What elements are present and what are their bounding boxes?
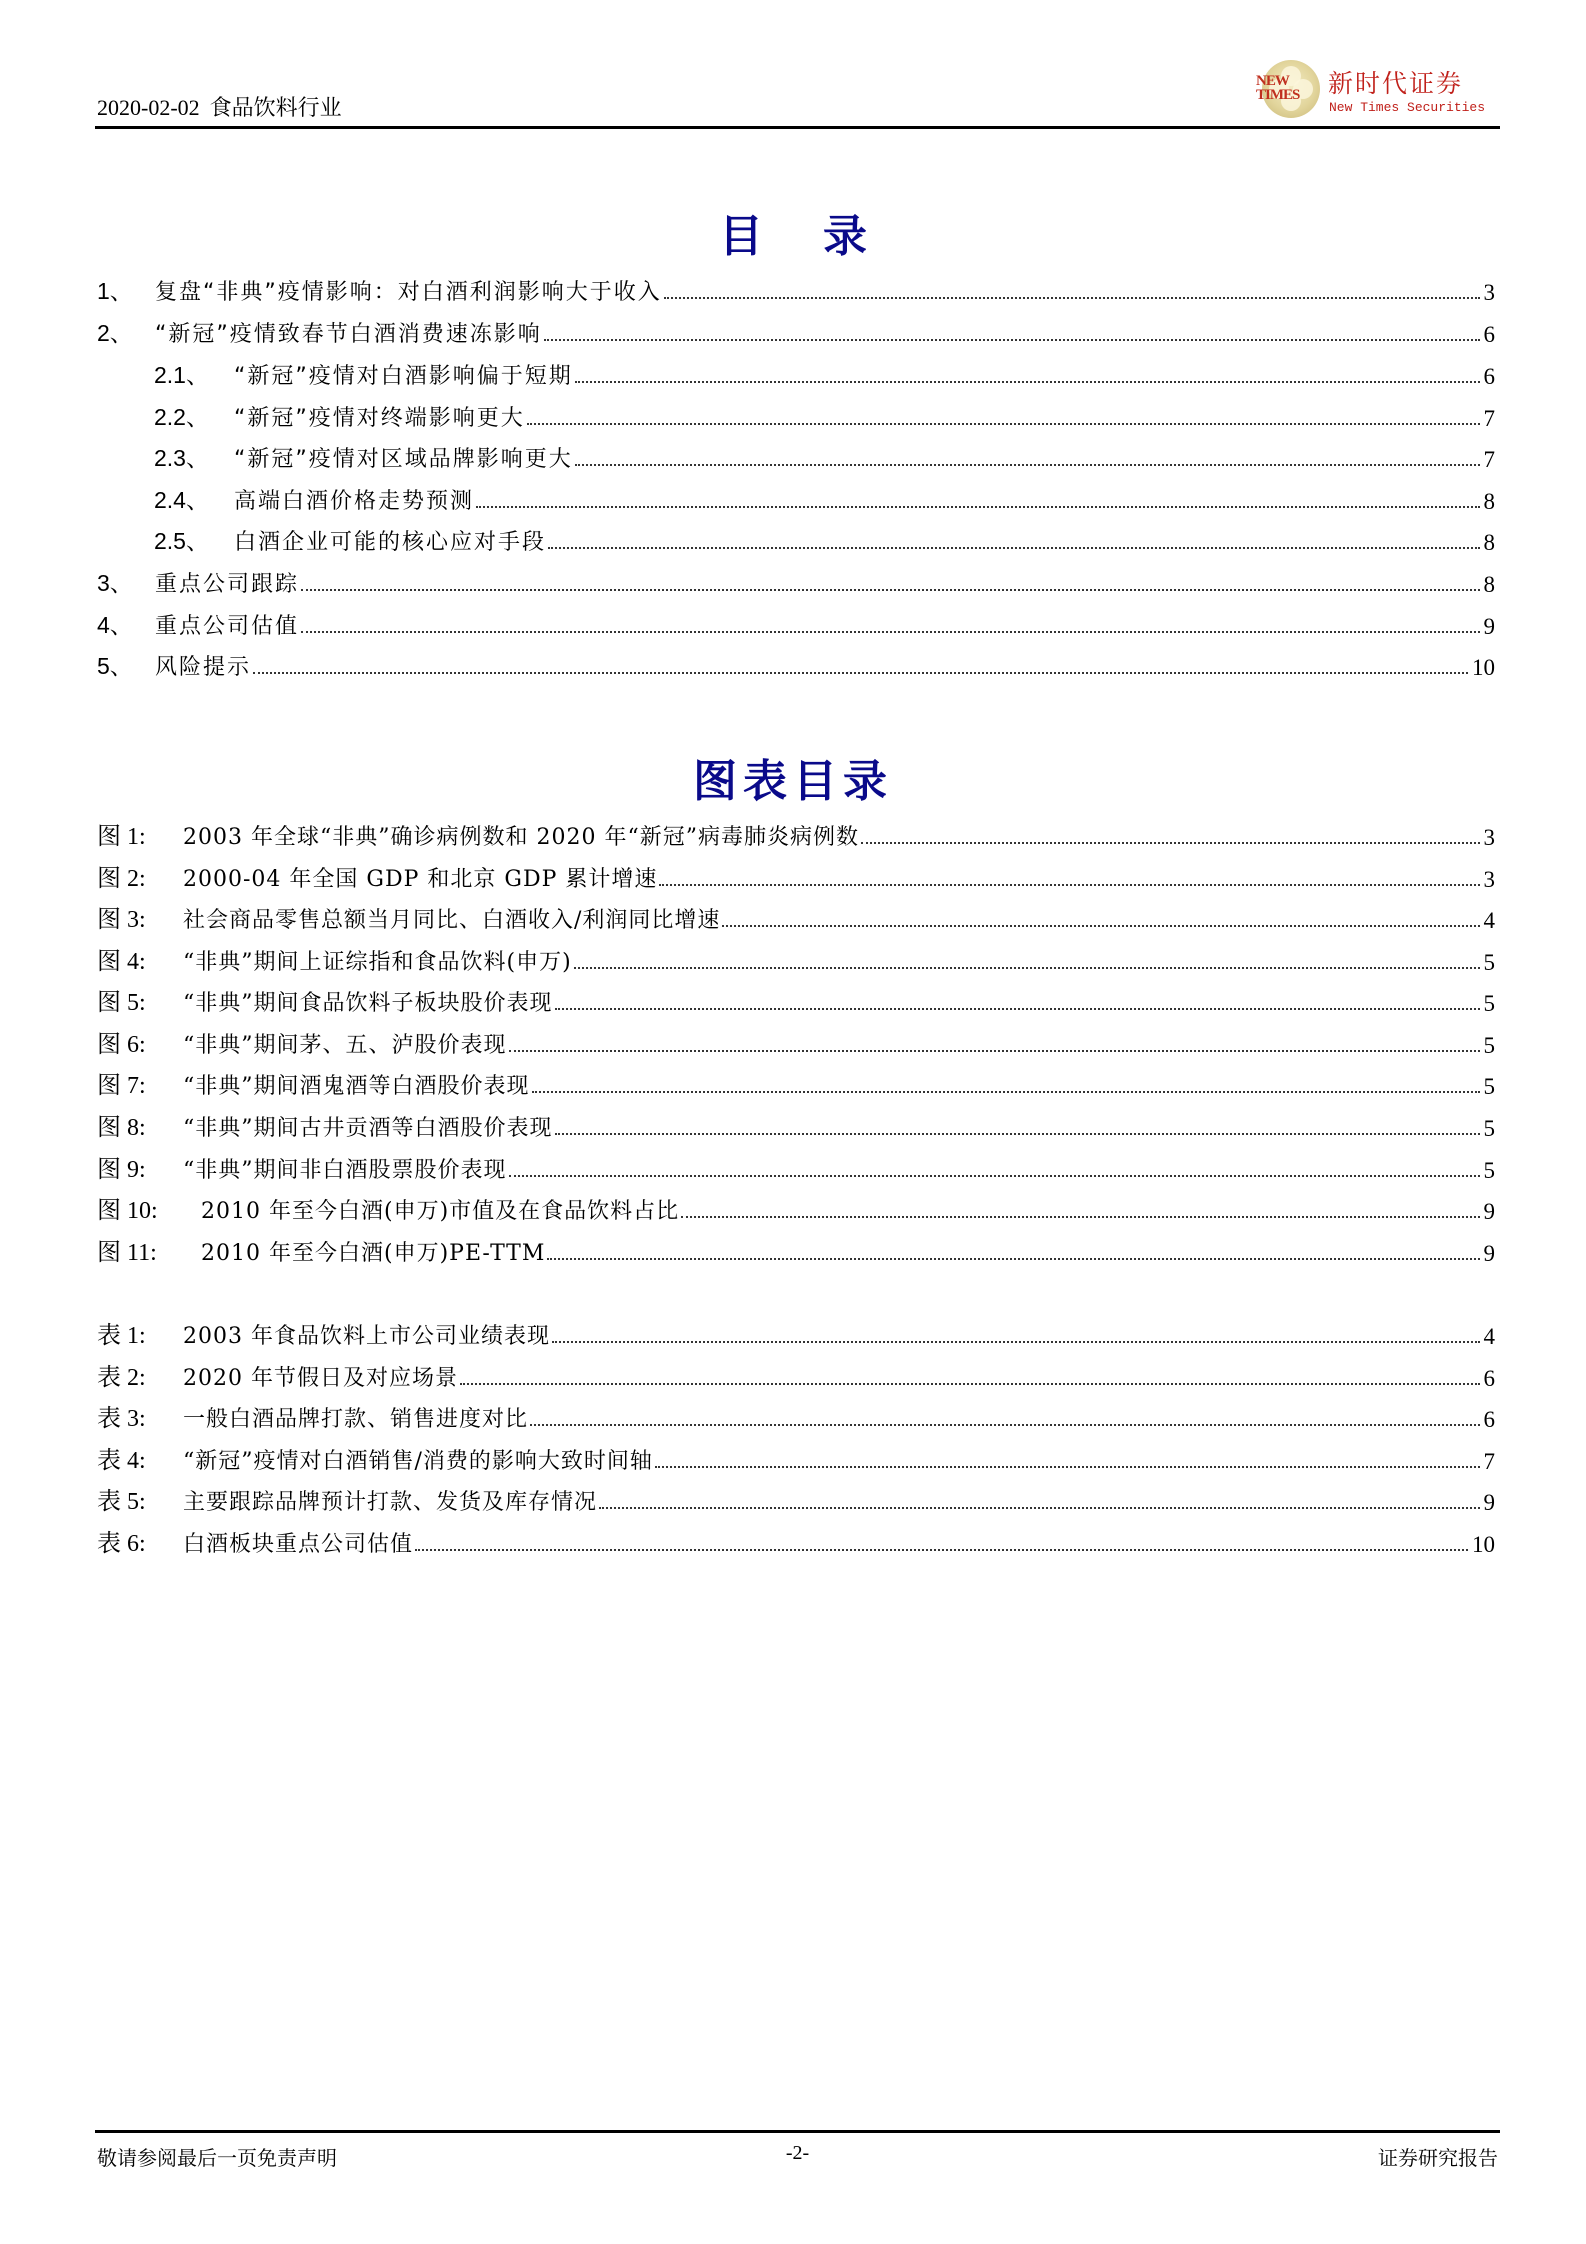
figure-entry[interactable]: 图 8: “非典”期间古井贡酒等白酒股价表现 5 <box>97 1115 1495 1141</box>
dot-leader <box>532 1091 1480 1093</box>
page-ref: 7 <box>1483 1449 1495 1474</box>
toc-subentry[interactable]: 2.2、 “新冠”疫情对终端影响更大 7 <box>154 404 1495 431</box>
dot-leader <box>253 672 1468 674</box>
logo-name-cn: 新时代证券 <box>1328 69 1464 98</box>
figure-entry[interactable]: 图 9: “非典”期间非白酒股票股价表现 5 <box>97 1157 1495 1183</box>
page-ref: 5 <box>1483 1033 1495 1058</box>
page-ref: 10 <box>1472 655 1495 680</box>
page-footer <box>95 2130 1500 2180</box>
dot-leader <box>659 884 1479 886</box>
toc-subentry[interactable]: 2.1、 “新冠”疫情对白酒影响偏于短期 6 <box>154 362 1495 389</box>
table-entry[interactable]: 表 4: “新冠”疫情对白酒销售/消费的影响大致时间轴 7 <box>97 1448 1495 1474</box>
figure-entry[interactable]: 图 3: 社会商品零售总额当月同比、白酒收入/利润同比增速 4 <box>97 907 1495 933</box>
toc-entry[interactable]: 5、 风险提示 10 <box>97 653 1495 680</box>
toc-entry[interactable]: 3、 重点公司跟踪 8 <box>97 570 1495 597</box>
dot-leader <box>555 1133 1480 1135</box>
toc-subentry[interactable]: 2.4、 高端白酒价格走势预测 8 <box>154 487 1495 514</box>
page-ref: 5 <box>1483 1074 1495 1099</box>
logo-name-en: New Times Securities <box>1329 100 1486 115</box>
toc-subentry[interactable]: 2.5、 白酒企业可能的核心应对手段 8 <box>154 528 1495 555</box>
page-ref: 5 <box>1483 1116 1495 1141</box>
figure-entry[interactable]: 图 7: “非典”期间酒鬼酒等白酒股价表现 5 <box>97 1073 1495 1099</box>
page-ref: 9 <box>1483 1241 1495 1266</box>
figure-entry[interactable]: 图 1: 2003 年全球“非典”确诊病例数和 2020 年“新冠”病毒肺炎病例数 3 <box>97 824 1495 850</box>
dot-leader <box>476 506 1479 508</box>
figure-entry[interactable]: 图 6: “非典”期间茅、五、泸股价表现 5 <box>97 1032 1495 1058</box>
dot-leader <box>544 339 1480 341</box>
dot-leader <box>681 1216 1479 1218</box>
page-ref: 7 <box>1483 447 1495 472</box>
dot-leader <box>861 842 1480 844</box>
page-ref: 7 <box>1483 406 1495 431</box>
page-ref: 5 <box>1483 1158 1495 1183</box>
dot-leader <box>530 1424 1479 1426</box>
header-info <box>97 91 352 122</box>
dot-leader <box>599 1507 1479 1509</box>
table-entry[interactable]: 表 5: 主要跟踪品牌预计打款、发货及库存情况 9 <box>97 1489 1495 1515</box>
dot-leader <box>301 631 1479 633</box>
page-number: -2- <box>785 2142 810 2164</box>
dot-leader <box>574 967 1480 969</box>
toc-entry[interactable]: 1、 复盘“非典”疫情影响：对白酒利润影响大于收入 3 <box>97 278 1495 305</box>
dot-leader <box>301 589 1479 591</box>
toc-entry[interactable]: 4、 重点公司估值 9 <box>97 612 1495 639</box>
page-ref: 4 <box>1483 1324 1495 1349</box>
footer-divider <box>95 2130 1500 2133</box>
report-date: 2020-02-02 <box>97 95 200 120</box>
dot-leader <box>548 547 1479 549</box>
dot-leader <box>655 1466 1480 1468</box>
table-entry[interactable]: 表 2: 2020 年节假日及对应场景 6 <box>97 1365 1495 1391</box>
dot-leader <box>509 1050 1480 1052</box>
document-type: 证券研究报告 <box>1378 2146 1498 2170</box>
new-times-emblem-icon <box>1256 60 1320 118</box>
page-ref: 5 <box>1483 991 1495 1016</box>
figures-toc-title: 图表目录 <box>693 756 893 807</box>
industry-name: 食品饮料行业 <box>209 95 342 120</box>
dot-leader <box>722 925 1479 927</box>
page-ref: 6 <box>1483 1407 1495 1432</box>
table-entry[interactable]: 表 1: 2003 年食品饮料上市公司业绩表现 4 <box>97 1323 1495 1349</box>
figure-entry[interactable]: 图 10: 2010 年至今白酒(申万)市值及在食品饮料占比 9 <box>97 1198 1495 1224</box>
toc-entry[interactable]: 2、 “新冠”疫情致春节白酒消费速冻影响 6 <box>97 320 1495 347</box>
page-ref: 3 <box>1483 280 1495 305</box>
page-ref: 10 <box>1472 1532 1495 1557</box>
table-entry[interactable]: 表 3: 一般白酒品牌打款、销售进度对比 6 <box>97 1406 1495 1432</box>
page-ref: 8 <box>1483 530 1495 555</box>
dot-leader <box>415 1549 1468 1551</box>
dot-leader <box>509 1175 1480 1177</box>
page-ref: 4 <box>1483 908 1495 933</box>
figure-entry[interactable]: 图 2: 2000-04 年全国 GDP 和北京 GDP 累计增速 3 <box>97 866 1495 892</box>
page-ref: 9 <box>1483 1199 1495 1224</box>
figure-entry[interactable]: 图 5: “非典”期间食品饮料子板块股价表现 5 <box>97 990 1495 1016</box>
page-ref: 6 <box>1483 1366 1495 1391</box>
header-divider <box>95 126 1500 129</box>
toc-title: 目录 <box>719 211 927 262</box>
dot-leader <box>575 381 1480 383</box>
figure-entry[interactable]: 图 11: 2010 年至今白酒(申万)PE-TTM 9 <box>97 1240 1495 1266</box>
page-ref: 6 <box>1483 364 1495 389</box>
dot-leader <box>547 1258 1479 1260</box>
company-logo <box>1256 60 1502 122</box>
dot-leader <box>527 423 1480 425</box>
page-ref: 5 <box>1483 950 1495 975</box>
table-entry[interactable]: 表 6: 白酒板块重点公司估值 10 <box>97 1531 1495 1557</box>
page-ref: 9 <box>1483 614 1495 639</box>
page-ref: 6 <box>1483 322 1495 347</box>
dot-leader <box>664 297 1480 299</box>
dot-leader <box>575 464 1480 466</box>
dot-leader <box>552 1341 1480 1343</box>
page-ref: 8 <box>1483 572 1495 597</box>
page-ref: 8 <box>1483 489 1495 514</box>
dot-leader <box>460 1383 1480 1385</box>
dot-leader <box>555 1008 1480 1010</box>
page-ref: 9 <box>1483 1490 1495 1515</box>
disclaimer-note: 敬请参阅最后一页免责声明 <box>97 2146 337 2170</box>
logo-wordmark: NEW TIMES <box>1256 73 1300 103</box>
page-ref: 3 <box>1483 867 1495 892</box>
page-ref: 3 <box>1483 825 1495 850</box>
toc-subentry[interactable]: 2.3、 “新冠”疫情对区域品牌影响更大 7 <box>154 445 1495 472</box>
figure-entry[interactable]: 图 4: “非典”期间上证综指和食品饮料(申万) 5 <box>97 949 1495 975</box>
